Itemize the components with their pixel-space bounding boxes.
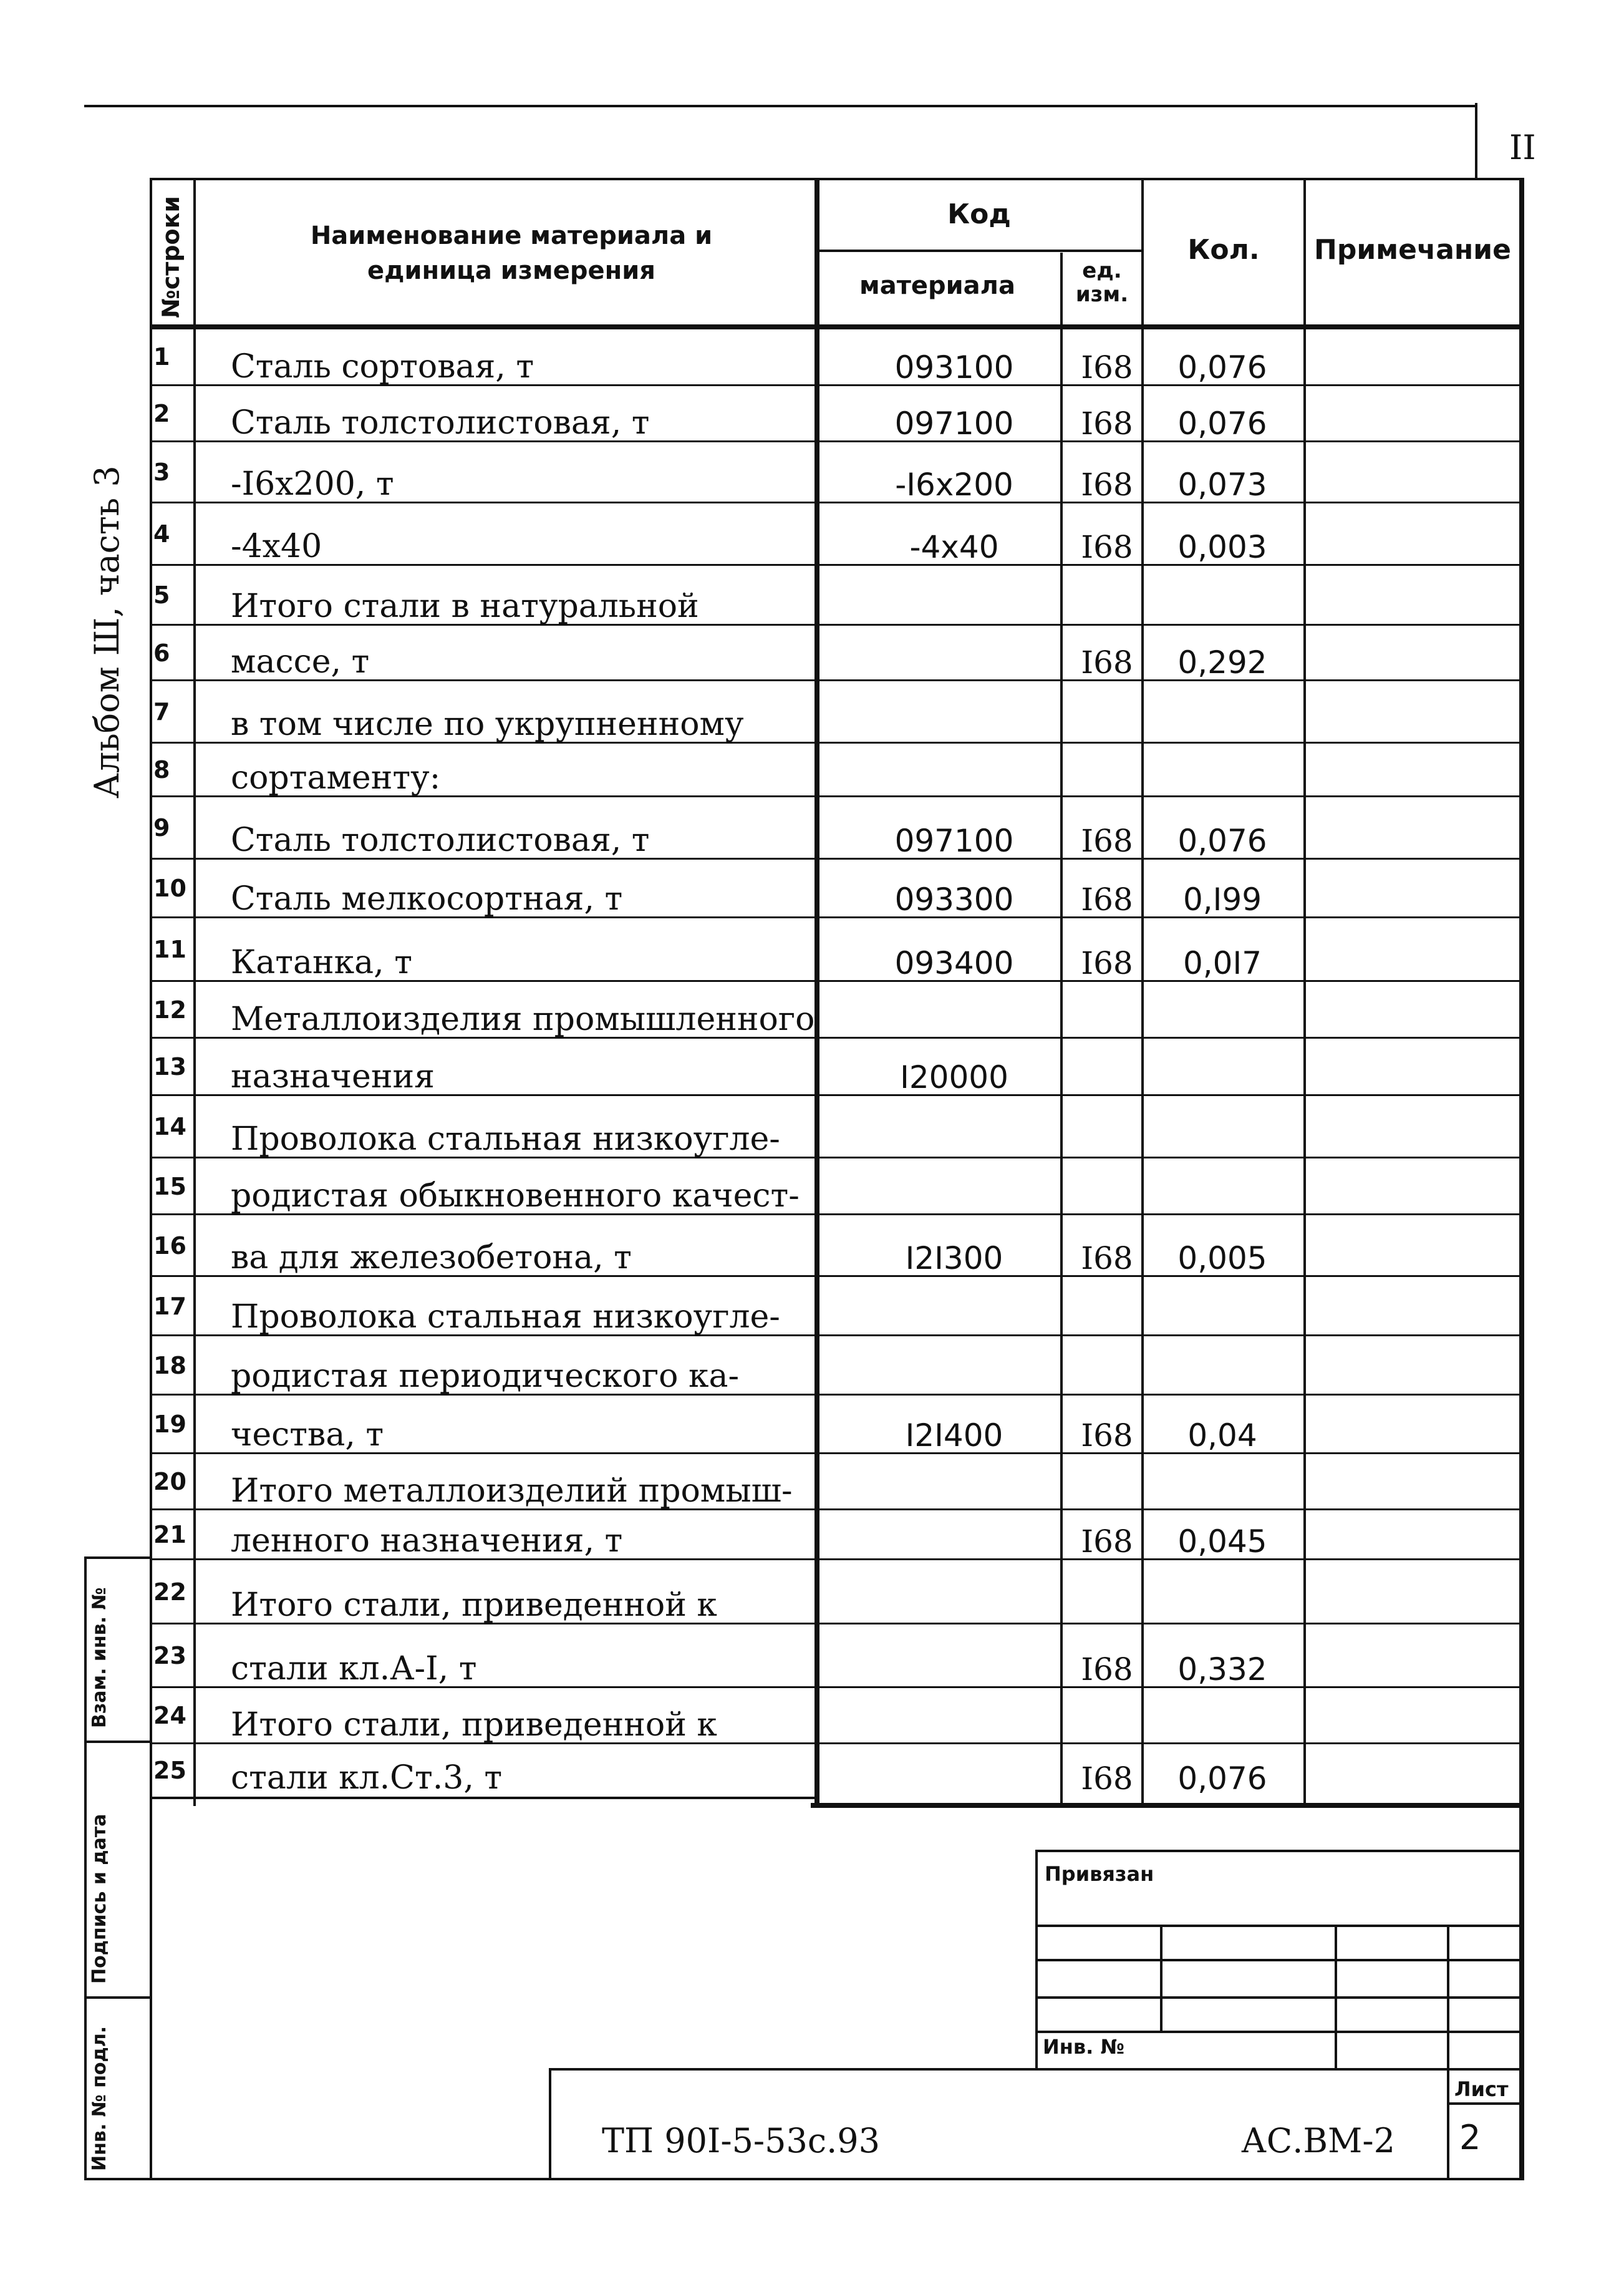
material-name: Итого металлоизделий промыш- bbox=[231, 1472, 793, 1510]
table-row bbox=[150, 918, 1522, 981]
row-number: 21 bbox=[153, 1521, 186, 1548]
stamp-grid-col-3 bbox=[1447, 1925, 1449, 2178]
material-name: Сталь толстолистовая, т bbox=[231, 404, 650, 442]
unit-code: I68 bbox=[1081, 349, 1133, 386]
stamp-sheet-label-line bbox=[1447, 2102, 1522, 2105]
table-row bbox=[150, 859, 1522, 918]
material-name: Сталь толстолистовая, т bbox=[231, 822, 650, 859]
header-material: материала bbox=[859, 271, 1015, 300]
table-row bbox=[150, 981, 1522, 1038]
material-code: I20000 bbox=[900, 1059, 1008, 1095]
table-row bbox=[150, 1158, 1522, 1215]
row-number: 16 bbox=[153, 1231, 186, 1260]
table-row bbox=[150, 743, 1522, 797]
material-name: родистая периодического ка- bbox=[231, 1357, 740, 1395]
quantity: 0,332 bbox=[1177, 1651, 1267, 1687]
quantity: 0,076 bbox=[1177, 823, 1267, 859]
stamp-sheet-number: 2 bbox=[1459, 2118, 1481, 2157]
quantity: 0,0I7 bbox=[1182, 945, 1262, 981]
quantity: 0,292 bbox=[1177, 644, 1267, 681]
left-margin-bottom bbox=[84, 2178, 150, 2180]
material-name: Проволока стальная низкоугле- bbox=[231, 1120, 780, 1158]
page-number: II bbox=[1509, 128, 1536, 167]
material-name: в том числе по укрупненному bbox=[231, 706, 744, 743]
row-number: 18 bbox=[153, 1351, 186, 1379]
header-row-number: №строки bbox=[157, 196, 185, 318]
material-code: 093400 bbox=[894, 945, 1014, 981]
unit-code: I68 bbox=[1081, 823, 1133, 859]
unit-code: I68 bbox=[1081, 1760, 1133, 1797]
header-name bbox=[262, 218, 761, 288]
table-row bbox=[150, 1510, 1522, 1560]
material-code: -4x40 bbox=[909, 529, 999, 565]
row-number: 8 bbox=[153, 756, 170, 784]
material-name: Сталь сортовая, т bbox=[231, 348, 534, 386]
quantity: 0,076 bbox=[1177, 1760, 1267, 1797]
stamp-designation: ТП 90I-5-53с.93 bbox=[602, 2121, 881, 2160]
material-code: 093300 bbox=[894, 881, 1014, 918]
quantity: 0,076 bbox=[1177, 349, 1267, 386]
material-name: ленного назначения, т bbox=[231, 1522, 623, 1560]
header-note: Примечание bbox=[1314, 234, 1511, 266]
material-code: 097100 bbox=[894, 823, 1014, 859]
left-margin-line-1 bbox=[84, 1556, 150, 1559]
quantity: 0,045 bbox=[1177, 1523, 1267, 1560]
material-name: Итого стали в натуральной bbox=[231, 588, 699, 625]
stamp-grid-col-2 bbox=[1335, 1925, 1337, 2068]
table-row bbox=[150, 1215, 1522, 1276]
row-number: 1 bbox=[153, 342, 170, 371]
material-code bbox=[817, 1744, 1091, 1808]
unit-code: I68 bbox=[1081, 405, 1133, 442]
header-qty: Кол. bbox=[1187, 234, 1260, 266]
material-code: I2I300 bbox=[905, 1240, 1003, 1276]
unit-code: I68 bbox=[1081, 881, 1133, 918]
stamp-grid-col-1 bbox=[1160, 1925, 1162, 2031]
table-row bbox=[150, 1624, 1522, 1687]
material-name: ва для железобетона, т bbox=[231, 1239, 632, 1276]
table-row bbox=[150, 328, 1522, 386]
stamp-main-left bbox=[549, 2068, 551, 2178]
material-code: 093100 bbox=[894, 349, 1014, 386]
header-code: Код bbox=[947, 198, 1011, 230]
table-row bbox=[150, 681, 1522, 743]
material-name: Металлоизделия промышленного bbox=[231, 1001, 815, 1038]
material-name: Сталь мелкосортная, т bbox=[231, 880, 623, 918]
album-side-label: Альбом Ш, часть 3 bbox=[87, 465, 127, 799]
material-code: I2I400 bbox=[905, 1417, 1003, 1454]
unit-code: I68 bbox=[1081, 1523, 1133, 1560]
material-name: сортаменту: bbox=[231, 759, 441, 797]
header-unit: ед. изм. bbox=[1075, 258, 1129, 307]
row-number: 7 bbox=[153, 698, 170, 726]
material-name: чества, т bbox=[231, 1416, 384, 1454]
material-name: назначения bbox=[231, 1058, 435, 1095]
row-number: 17 bbox=[153, 1292, 186, 1320]
table-row bbox=[150, 1744, 1522, 1797]
unit-code: I68 bbox=[1081, 1417, 1133, 1454]
quantity: 0,005 bbox=[1177, 1240, 1267, 1276]
table-row bbox=[150, 1038, 1522, 1095]
row-number: 5 bbox=[153, 581, 170, 609]
quantity: 0,I99 bbox=[1182, 881, 1262, 918]
row-number: 4 bbox=[153, 520, 170, 548]
stamp-outer-bottom bbox=[150, 2178, 1524, 2180]
row-number: 11 bbox=[153, 936, 186, 963]
material-name: -I6x200, т bbox=[231, 465, 394, 503]
stamp-attached-label: Привязан bbox=[1045, 1862, 1154, 1886]
stamp-code: АС.ВМ-2 bbox=[1241, 2121, 1395, 2160]
row-number: 12 bbox=[153, 996, 186, 1024]
quantity: 0,076 bbox=[1177, 405, 1267, 442]
row-number: 25 bbox=[153, 1756, 186, 1784]
table-bottom-left bbox=[150, 1797, 814, 1799]
table-row bbox=[150, 386, 1522, 442]
stamp-main-top bbox=[549, 2068, 1522, 2071]
left-margin-vzam: Взам. инв. № bbox=[89, 1587, 110, 1728]
table-row bbox=[150, 1395, 1522, 1454]
page-number-box-border bbox=[1475, 103, 1477, 178]
row-number: 22 bbox=[153, 1578, 186, 1606]
table-row bbox=[150, 1687, 1522, 1744]
row-number: 2 bbox=[153, 400, 170, 427]
unit-code: I68 bbox=[1081, 945, 1133, 981]
material-name: Катанка, т bbox=[231, 944, 413, 981]
row-number: 19 bbox=[153, 1411, 186, 1438]
unit-code: I68 bbox=[1081, 467, 1133, 503]
stamp-inv-label: Инв. № bbox=[1043, 2035, 1124, 2059]
row-number: 24 bbox=[153, 1702, 186, 1729]
row-number: 14 bbox=[153, 1113, 186, 1140]
row-number: 13 bbox=[153, 1053, 186, 1080]
row-number: 6 bbox=[153, 639, 170, 667]
unit-code: I68 bbox=[1081, 1651, 1133, 1687]
row-number: 20 bbox=[153, 1468, 186, 1495]
material-name: стали кл.Ст.3, т bbox=[231, 1759, 503, 1797]
header-name-text: Наименование материала и единица измерения bbox=[310, 221, 713, 285]
left-margin-outer bbox=[84, 1556, 87, 2180]
material-code: 097100 bbox=[894, 405, 1014, 442]
table-row bbox=[150, 625, 1522, 681]
quantity: 0,073 bbox=[1177, 467, 1267, 503]
material-name: Итого стали, приведенной к bbox=[231, 1586, 717, 1624]
material-name: -4x40 bbox=[231, 528, 322, 565]
quantity: 0,003 bbox=[1177, 529, 1267, 565]
table-row bbox=[150, 1095, 1522, 1158]
stamp-sheet-label: Лист bbox=[1454, 2077, 1509, 2101]
table-row bbox=[150, 797, 1522, 859]
left-margin-inv-orig: Инв. № подл. bbox=[89, 2026, 110, 2171]
table-row bbox=[150, 1454, 1522, 1510]
material-name: родистая обыкновенного качест- bbox=[231, 1177, 800, 1215]
material-name: Проволока стальная низкоугле- bbox=[231, 1298, 780, 1336]
row-number: 10 bbox=[153, 875, 186, 902]
top-border bbox=[84, 105, 1475, 107]
material-code: -I6x200 bbox=[895, 467, 1013, 503]
left-margin-sign-date: Подпись и дата bbox=[89, 1814, 110, 1984]
table-row bbox=[150, 1276, 1522, 1336]
table-row bbox=[150, 442, 1522, 503]
code-subheader-line bbox=[814, 250, 1144, 252]
table-row bbox=[150, 1336, 1522, 1395]
unit-code: I68 bbox=[1081, 644, 1133, 681]
row-number: 23 bbox=[153, 1642, 186, 1669]
header-top-border bbox=[150, 178, 1522, 180]
row-number: 15 bbox=[153, 1172, 186, 1200]
table-row bbox=[150, 565, 1522, 625]
stamp-attached-top bbox=[1035, 1850, 1522, 1852]
table-row bbox=[150, 503, 1522, 565]
unit-code: I68 bbox=[1081, 529, 1133, 565]
material-name: Итого стали, приведенной к bbox=[231, 1706, 717, 1744]
left-margin-line-2 bbox=[84, 1741, 150, 1743]
unit-code: I68 bbox=[1081, 1240, 1133, 1276]
table-bottom-border bbox=[811, 1803, 1524, 1808]
quantity: 0,04 bbox=[1187, 1417, 1257, 1454]
table-row bbox=[150, 1560, 1522, 1624]
left-margin-line-3 bbox=[84, 1996, 150, 1999]
row-number: 9 bbox=[153, 814, 170, 842]
material-name: стали кл.А-I, т bbox=[231, 1650, 477, 1687]
material-name: массе, т bbox=[231, 643, 370, 681]
row-number: 3 bbox=[153, 459, 170, 486]
